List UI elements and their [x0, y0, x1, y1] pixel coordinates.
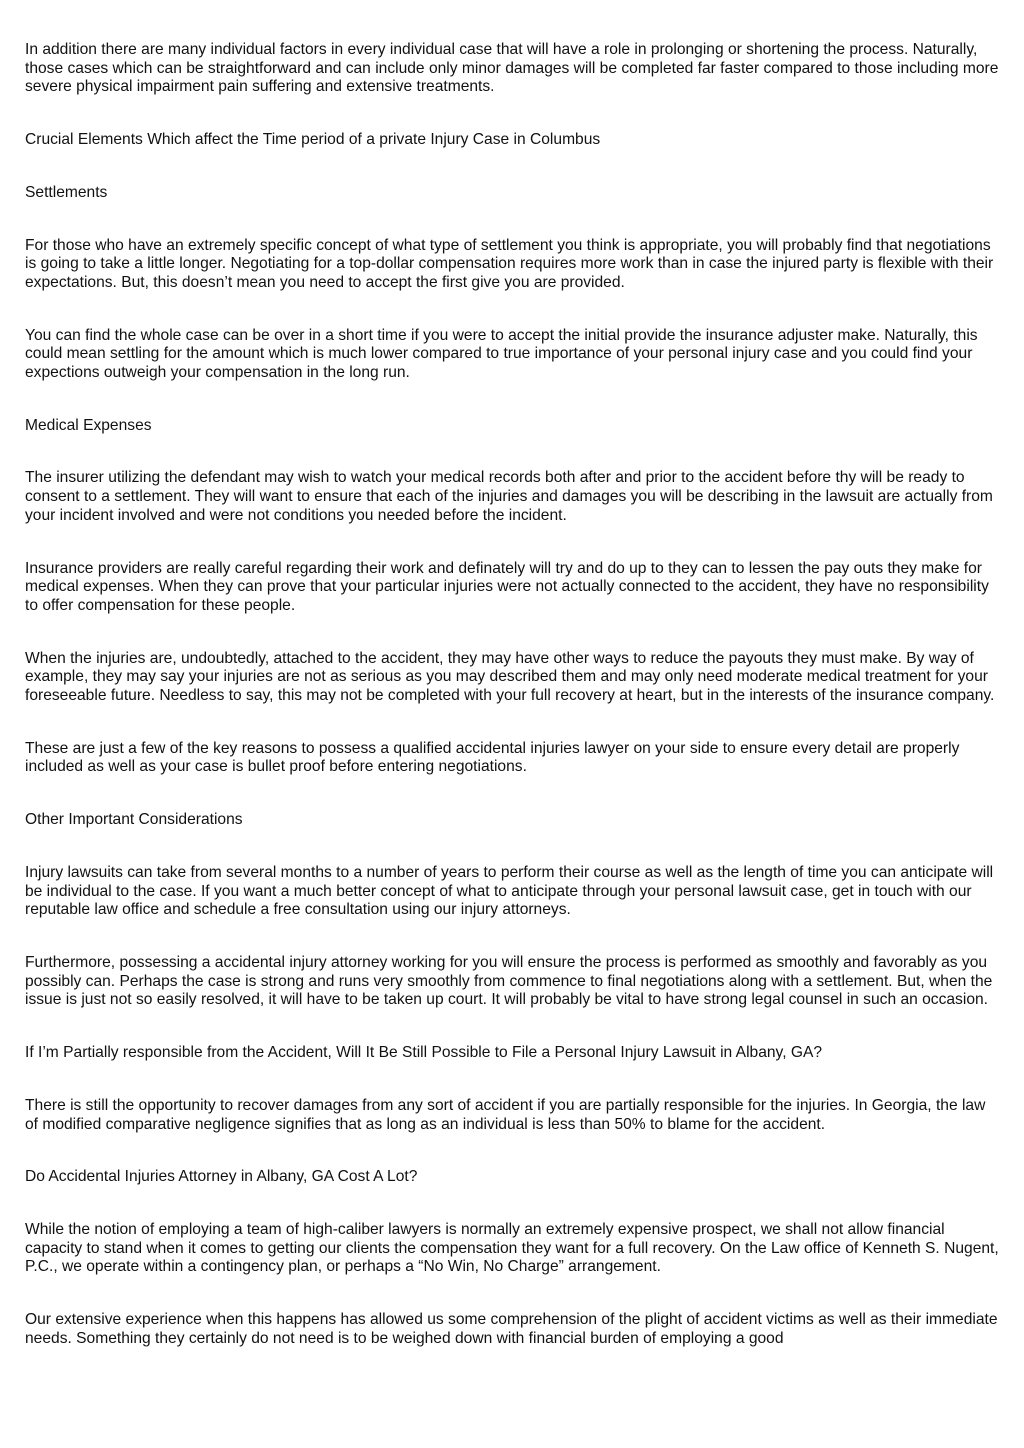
heading-partially-responsible: If I’m Partially responsible from the Accident, Will It Be Still Possible to File a Personal Injury Lawsuit in Albany, GA? [25, 1044, 823, 1062]
paragraph-insurer-records: The insurer utilizing the defendant may wish to watch your medical records both after and prior to the accident before thy will be ready to consent to a settlement. They will want to ensure that each of the injuries and damages you will be describing in the lawsuit are actually from your incident involved and were not conditions you needed before the incident. [25, 469, 993, 524]
heading-settlements: Settlements [25, 183, 108, 201]
paragraph-intro-factors: In addition there are many individual factors in every individual case that will have a role in prolonging or shortening the process. Naturally, those cases which can be straightforward and can include only minor damages will be completed far faster compared to those including more severe physical impairment pain suffering and extensive treatments. [25, 41, 999, 96]
heading-attorney-cost: Do Accidental Injuries Attorney in Albany, GA Cost A Lot? [25, 1168, 418, 1186]
heading-crucial-elements: Crucial Elements Which affect the Time period of a private Injury Case in Columbus [25, 131, 601, 149]
paragraph-settlement-concept: For those who have an extremely specific concept of what type of settlement you think is appropriate, you will probably find that negotiations is going to take a little longer. Negotiating for a top-dollar compensation requires more work than in case the injured party is flexible with their expectations. But, this doesn’t mean you need to accept the first give you are provided. [25, 236, 994, 291]
paragraph-extensive-experience: Our extensive experience when this happens has allowed us some comprehension of the plight of accident victims as well as their immediate needs. Something they certainly do not need is to be weighed down with financial burden of employing a good [25, 1311, 998, 1347]
heading-other-considerations: Other Important Considerations [25, 811, 243, 829]
heading-medical-expenses: Medical Expenses [25, 416, 152, 434]
paragraph-injury-lawsuits-duration: Injury lawsuits can take from several months to a number of years to perform their course as well as the length of time you can anticipate will be individual to the case. If you want a much better concept of what to anticipate through your personal lawsuit case, get in touch with our reputable law office and schedule a free consultation using our injury attorneys. [25, 863, 994, 919]
paragraph-insurance-providers: Insurance providers are really careful regarding their work and definately will try and do up to they can to lessen the pay outs they make for medical expenses. When they can prove that your particular injuries were not actually connected to the accident, they have no responsibility to offer compensation for these people. [25, 559, 989, 614]
paragraph-key-reasons: These are just a few of the key reasons to possess a qualified accidental injuries lawyer on your side to ensure every detail are properly included as well as your case is bullet proof before entering negotiations. [25, 739, 960, 776]
document-body [25, 41, 1000, 1382]
paragraph-comparative-negligence: There is still the opportunity to recover damages from any sort of accident if you are partially responsible for the injuries. In Georgia, the law of modified comparative negligence signifies that as long as an individual is less than 50% to blame for the accident. [25, 1096, 986, 1133]
paragraph-accept-initial-offer: You can find the whole case can be over in a short time if you were to accept the initial provide the insurance adjuster make. Naturally, this could mean settling for the amount which is much lower compared to true importance of your personal injury case and you could find your expections outweigh your compensation in the long run. [25, 326, 978, 382]
paragraph-injuries-attached: When the injuries are, undoubtedly, attached to the accident, they may have other ways to reduce the payouts they must make. By way of example, they may say your injuries are not as serious as you may described them and may only need moderate medical treatment for your foreseeable future. Needless to say, this may not be completed with your full recovery at heart, but in the interests of the insurance company. [25, 649, 995, 705]
paragraph-contingency-plan: While the notion of employing a team of high-caliber lawyers is normally an extremely expensive prospect, we shall not allow financial capacity to stand when it comes to getting our clients the compensation they want for a full recovery. On the Law office of Kenneth S. Nugent, P.C., we operate within a contingency plan, or perhaps a “No Win, No Charge” arrangement. [25, 1220, 999, 1276]
paragraph-attorney-benefits: Furthermore, possessing a accidental injury attorney working for you will ensure the process is performed as smoothly and favorably as you possibly can. Perhaps the case is strong and runs very smoothly from commence to final negotiations along with a settlement. But, when the issue is just not so easily resolved, it will have to be taken up court. It will probably be vital to have strong legal counsel in such an occasion. [25, 953, 993, 1009]
